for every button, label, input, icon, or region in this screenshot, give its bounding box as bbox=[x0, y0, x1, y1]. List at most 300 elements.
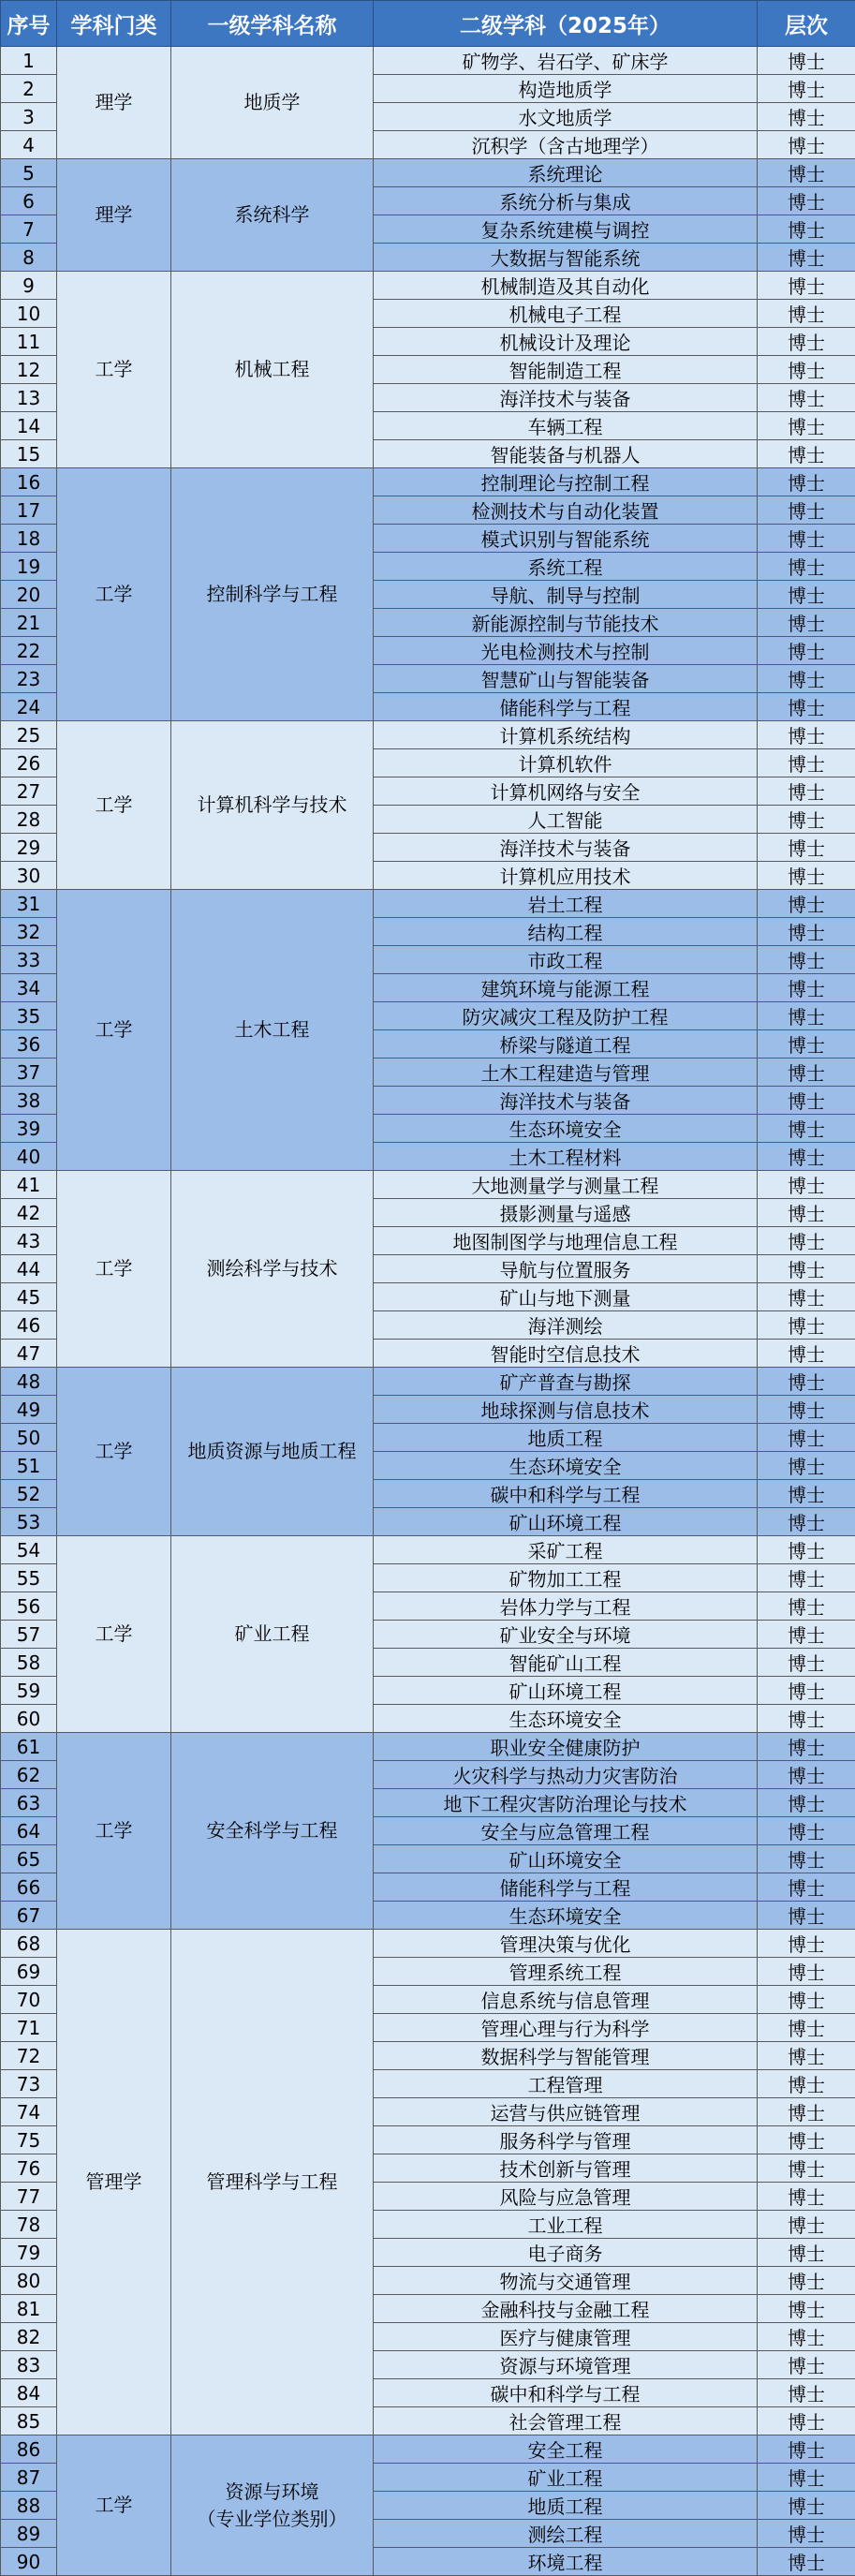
second-level-cell: 矿山与地下测量 bbox=[374, 1283, 758, 1311]
row-index: 28 bbox=[1, 806, 57, 834]
row-index: 18 bbox=[1, 525, 57, 553]
row-index: 48 bbox=[1, 1368, 57, 1396]
second-level-cell: 生态环境安全 bbox=[374, 1902, 758, 1930]
level-cell: 博士 bbox=[758, 1396, 855, 1424]
second-level-cell: 智慧矿山与智能装备 bbox=[374, 665, 758, 693]
row-index: 61 bbox=[1, 1733, 57, 1761]
header-first-level: 一级学科名称 bbox=[171, 1, 374, 47]
row-index: 86 bbox=[1, 2435, 57, 2464]
row-index: 74 bbox=[1, 2098, 57, 2126]
table-row bbox=[1, 1536, 855, 1564]
second-level-cell: 检测技术与自动化装置 bbox=[374, 496, 758, 525]
level-cell: 博士 bbox=[758, 1199, 855, 1227]
category-cell: 工学 bbox=[57, 468, 171, 721]
row-index: 82 bbox=[1, 2323, 57, 2351]
level-cell: 博士 bbox=[758, 2014, 855, 2042]
level-cell: 博士 bbox=[758, 1115, 855, 1143]
row-index: 3 bbox=[1, 103, 57, 131]
second-level-cell: 碳中和科学与工程 bbox=[374, 1480, 758, 1508]
first-level-cell: 安全科学与工程 bbox=[171, 1733, 374, 1930]
level-cell: 博士 bbox=[758, 300, 855, 328]
row-index: 38 bbox=[1, 1087, 57, 1115]
level-cell: 博士 bbox=[758, 2464, 855, 2492]
second-level-cell: 矿物学、岩石学、矿床学 bbox=[374, 47, 758, 75]
second-level-cell: 机械设计及理论 bbox=[374, 328, 758, 356]
second-level-cell: 矿物加工工程 bbox=[374, 1564, 758, 1592]
row-index: 5 bbox=[1, 159, 57, 187]
row-index: 45 bbox=[1, 1283, 57, 1311]
second-level-cell: 智能矿山工程 bbox=[374, 1649, 758, 1677]
level-cell: 博士 bbox=[758, 2520, 855, 2548]
second-level-cell: 管理决策与优化 bbox=[374, 1930, 758, 1958]
second-level-cell: 市政工程 bbox=[374, 946, 758, 974]
row-index: 73 bbox=[1, 2070, 57, 2098]
second-level-cell: 构造地质学 bbox=[374, 75, 758, 103]
level-cell: 博士 bbox=[758, 496, 855, 525]
category-cell: 工学 bbox=[57, 721, 171, 890]
row-index: 54 bbox=[1, 1536, 57, 1564]
second-level-cell: 地质工程 bbox=[374, 2492, 758, 2520]
level-cell: 博士 bbox=[758, 244, 855, 272]
row-index: 2 bbox=[1, 75, 57, 103]
second-level-cell: 金融科技与金融工程 bbox=[374, 2295, 758, 2323]
second-level-cell: 计算机系统结构 bbox=[374, 721, 758, 749]
table-row bbox=[1, 1171, 855, 1199]
row-index: 9 bbox=[1, 272, 57, 300]
level-cell: 博士 bbox=[758, 749, 855, 777]
level-cell: 博士 bbox=[758, 2183, 855, 2211]
second-level-cell: 矿山环境安全 bbox=[374, 1845, 758, 1873]
table-row bbox=[1, 159, 855, 187]
second-level-cell: 矿山环境工程 bbox=[374, 1677, 758, 1705]
table-row bbox=[1, 468, 855, 496]
second-level-cell: 摄影测量与遥感 bbox=[374, 1199, 758, 1227]
second-level-cell: 资源与环境管理 bbox=[374, 2351, 758, 2379]
level-cell: 博士 bbox=[758, 1705, 855, 1733]
level-cell: 博士 bbox=[758, 1930, 855, 1958]
row-index: 70 bbox=[1, 1986, 57, 2014]
row-index: 72 bbox=[1, 2042, 57, 2070]
second-level-cell: 地图制图学与地理信息工程 bbox=[374, 1227, 758, 1255]
row-index: 13 bbox=[1, 384, 57, 412]
second-level-cell: 社会管理工程 bbox=[374, 2407, 758, 2435]
second-level-cell: 新能源控制与节能技术 bbox=[374, 609, 758, 637]
second-level-cell: 水文地质学 bbox=[374, 103, 758, 131]
second-level-cell: 大数据与智能系统 bbox=[374, 244, 758, 272]
level-cell: 博士 bbox=[758, 1508, 855, 1536]
second-level-cell: 智能时空信息技术 bbox=[374, 1340, 758, 1368]
row-index: 88 bbox=[1, 2492, 57, 2520]
level-cell: 博士 bbox=[758, 1311, 855, 1340]
row-index: 81 bbox=[1, 2295, 57, 2323]
row-index: 21 bbox=[1, 609, 57, 637]
row-index: 43 bbox=[1, 1227, 57, 1255]
row-index: 53 bbox=[1, 1508, 57, 1536]
row-index: 15 bbox=[1, 440, 57, 468]
second-level-cell: 系统理论 bbox=[374, 159, 758, 187]
level-cell: 博士 bbox=[758, 187, 855, 215]
level-cell: 博士 bbox=[758, 637, 855, 665]
category-cell: 理学 bbox=[57, 47, 171, 159]
level-cell: 博士 bbox=[758, 2295, 855, 2323]
second-level-cell: 模式识别与智能系统 bbox=[374, 525, 758, 553]
row-index: 51 bbox=[1, 1452, 57, 1480]
second-level-cell: 储能科学与工程 bbox=[374, 693, 758, 721]
category-cell: 理学 bbox=[57, 159, 171, 272]
table-row bbox=[1, 272, 855, 300]
second-level-cell: 防灾减灾工程及防护工程 bbox=[374, 1002, 758, 1030]
level-cell: 博士 bbox=[758, 2042, 855, 2070]
second-level-cell: 计算机软件 bbox=[374, 749, 758, 777]
second-level-cell: 矿业安全与环境 bbox=[374, 1621, 758, 1649]
row-index: 63 bbox=[1, 1789, 57, 1817]
first-level-cell: 计算机科学与技术 bbox=[171, 721, 374, 890]
first-level-cell: 系统科学 bbox=[171, 159, 374, 272]
category-cell: 工学 bbox=[57, 2435, 171, 2576]
level-cell: 博士 bbox=[758, 1227, 855, 1255]
row-index: 50 bbox=[1, 1424, 57, 1452]
second-level-cell: 碳中和科学与工程 bbox=[374, 2379, 758, 2407]
level-cell: 博士 bbox=[758, 2267, 855, 2295]
row-index: 71 bbox=[1, 2014, 57, 2042]
row-index: 89 bbox=[1, 2520, 57, 2548]
level-cell: 博士 bbox=[758, 1002, 855, 1030]
second-level-cell: 沉积学（含古地理学） bbox=[374, 131, 758, 159]
header-category: 学科门类 bbox=[57, 1, 171, 47]
level-cell: 博士 bbox=[758, 1986, 855, 2014]
table-row bbox=[1, 2435, 855, 2464]
row-index: 49 bbox=[1, 1396, 57, 1424]
second-level-cell: 采矿工程 bbox=[374, 1536, 758, 1564]
second-level-cell: 海洋技术与装备 bbox=[374, 834, 758, 862]
table-row bbox=[1, 1368, 855, 1396]
category-cell: 工学 bbox=[57, 890, 171, 1171]
level-cell: 博士 bbox=[758, 918, 855, 946]
second-level-cell: 物流与交通管理 bbox=[374, 2267, 758, 2295]
second-level-cell: 人工智能 bbox=[374, 806, 758, 834]
second-level-cell: 风险与应急管理 bbox=[374, 2183, 758, 2211]
second-level-cell: 服务科学与管理 bbox=[374, 2126, 758, 2154]
row-index: 37 bbox=[1, 1059, 57, 1087]
second-level-cell: 结构工程 bbox=[374, 918, 758, 946]
second-level-cell: 地质工程 bbox=[374, 1424, 758, 1452]
level-cell: 博士 bbox=[758, 581, 855, 609]
level-cell: 博士 bbox=[758, 272, 855, 300]
row-index: 41 bbox=[1, 1171, 57, 1199]
table-body bbox=[1, 47, 855, 2576]
second-level-cell: 控制理论与控制工程 bbox=[374, 468, 758, 496]
second-level-cell: 复杂系统建模与调控 bbox=[374, 215, 758, 244]
second-level-cell: 生态环境安全 bbox=[374, 1705, 758, 1733]
row-index: 52 bbox=[1, 1480, 57, 1508]
row-index: 66 bbox=[1, 1873, 57, 1902]
level-cell: 博士 bbox=[758, 1902, 855, 1930]
row-index: 27 bbox=[1, 777, 57, 806]
second-level-cell: 生态环境安全 bbox=[374, 1115, 758, 1143]
row-index: 16 bbox=[1, 468, 57, 496]
row-index: 47 bbox=[1, 1340, 57, 1368]
second-level-cell: 导航与位置服务 bbox=[374, 1255, 758, 1283]
second-level-cell: 矿产普查与勘探 bbox=[374, 1368, 758, 1396]
row-index: 11 bbox=[1, 328, 57, 356]
level-cell: 博士 bbox=[758, 1480, 855, 1508]
row-index: 30 bbox=[1, 862, 57, 890]
category-cell: 管理学 bbox=[57, 1930, 171, 2435]
row-index: 4 bbox=[1, 131, 57, 159]
second-level-cell: 车辆工程 bbox=[374, 412, 758, 440]
second-level-cell: 运营与供应链管理 bbox=[374, 2098, 758, 2126]
row-index: 40 bbox=[1, 1143, 57, 1171]
level-cell: 博士 bbox=[758, 1536, 855, 1564]
level-cell: 博士 bbox=[758, 1424, 855, 1452]
table-row bbox=[1, 721, 855, 749]
level-cell: 博士 bbox=[758, 1452, 855, 1480]
level-cell: 博士 bbox=[758, 215, 855, 244]
level-cell: 博士 bbox=[758, 1733, 855, 1761]
level-cell: 博士 bbox=[758, 2548, 855, 2576]
row-index: 33 bbox=[1, 946, 57, 974]
row-index: 60 bbox=[1, 1705, 57, 1733]
level-cell: 博士 bbox=[758, 665, 855, 693]
level-cell: 博士 bbox=[758, 2323, 855, 2351]
second-level-cell: 数据科学与智能管理 bbox=[374, 2042, 758, 2070]
level-cell: 博士 bbox=[758, 525, 855, 553]
second-level-cell: 土木工程材料 bbox=[374, 1143, 758, 1171]
row-index: 65 bbox=[1, 1845, 57, 1873]
level-cell: 博士 bbox=[758, 1592, 855, 1621]
first-level-cell: 地质资源与地质工程 bbox=[171, 1368, 374, 1536]
level-cell: 博士 bbox=[758, 553, 855, 581]
level-cell: 博士 bbox=[758, 2379, 855, 2407]
second-level-cell: 桥梁与隧道工程 bbox=[374, 1030, 758, 1059]
row-index: 85 bbox=[1, 2407, 57, 2435]
level-cell: 博士 bbox=[758, 440, 855, 468]
row-index: 24 bbox=[1, 693, 57, 721]
row-index: 31 bbox=[1, 890, 57, 918]
second-level-cell: 土木工程建造与管理 bbox=[374, 1059, 758, 1087]
second-level-cell: 计算机网络与安全 bbox=[374, 777, 758, 806]
level-cell: 博士 bbox=[758, 2492, 855, 2520]
first-level-cell: 管理科学与工程 bbox=[171, 1930, 374, 2435]
level-cell: 博士 bbox=[758, 721, 855, 749]
row-index: 84 bbox=[1, 2379, 57, 2407]
row-index: 75 bbox=[1, 2126, 57, 2154]
row-index: 8 bbox=[1, 244, 57, 272]
first-level-cell: 矿业工程 bbox=[171, 1536, 374, 1733]
row-index: 1 bbox=[1, 47, 57, 75]
row-index: 12 bbox=[1, 356, 57, 384]
row-index: 69 bbox=[1, 1958, 57, 1986]
second-level-cell: 光电检测技术与控制 bbox=[374, 637, 758, 665]
level-cell: 博士 bbox=[758, 777, 855, 806]
second-level-cell: 技术创新与管理 bbox=[374, 2154, 758, 2183]
row-index: 17 bbox=[1, 496, 57, 525]
second-level-cell: 系统工程 bbox=[374, 553, 758, 581]
level-cell: 博士 bbox=[758, 609, 855, 637]
second-level-cell: 系统分析与集成 bbox=[374, 187, 758, 215]
second-level-cell: 储能科学与工程 bbox=[374, 1873, 758, 1902]
row-index: 25 bbox=[1, 721, 57, 749]
level-cell: 博士 bbox=[758, 1873, 855, 1902]
level-cell: 博士 bbox=[758, 1845, 855, 1873]
second-level-cell: 安全与应急管理工程 bbox=[374, 1817, 758, 1845]
second-level-cell: 矿山环境工程 bbox=[374, 1508, 758, 1536]
first-level-cell: 资源与环境 （专业学位类别） bbox=[171, 2435, 374, 2576]
level-cell: 博士 bbox=[758, 2126, 855, 2154]
level-cell: 博士 bbox=[758, 693, 855, 721]
table-row bbox=[1, 890, 855, 918]
category-cell: 工学 bbox=[57, 1733, 171, 1930]
second-level-cell: 机械制造及其自动化 bbox=[374, 272, 758, 300]
row-index: 83 bbox=[1, 2351, 57, 2379]
row-index: 77 bbox=[1, 2183, 57, 2211]
level-cell: 博士 bbox=[758, 328, 855, 356]
second-level-cell: 工业工程 bbox=[374, 2211, 758, 2239]
level-cell: 博士 bbox=[758, 131, 855, 159]
table-row bbox=[1, 1930, 855, 1958]
level-cell: 博士 bbox=[758, 2211, 855, 2239]
level-cell: 博士 bbox=[758, 1340, 855, 1368]
level-cell: 博士 bbox=[758, 890, 855, 918]
row-index: 44 bbox=[1, 1255, 57, 1283]
row-index: 56 bbox=[1, 1592, 57, 1621]
level-cell: 博士 bbox=[758, 1649, 855, 1677]
row-index: 80 bbox=[1, 2267, 57, 2295]
second-level-cell: 火灾科学与热动力灾害防治 bbox=[374, 1761, 758, 1789]
header-level: 层次 bbox=[758, 1, 855, 47]
level-cell: 博士 bbox=[758, 1087, 855, 1115]
level-cell: 博士 bbox=[758, 75, 855, 103]
category-cell: 工学 bbox=[57, 1171, 171, 1368]
second-level-cell: 职业安全健康防护 bbox=[374, 1733, 758, 1761]
row-index: 78 bbox=[1, 2211, 57, 2239]
row-index: 68 bbox=[1, 1930, 57, 1958]
row-index: 34 bbox=[1, 974, 57, 1002]
table-row bbox=[1, 1733, 855, 1761]
level-cell: 博士 bbox=[758, 1564, 855, 1592]
category-cell: 工学 bbox=[57, 1368, 171, 1536]
level-cell: 博士 bbox=[758, 1789, 855, 1817]
row-index: 6 bbox=[1, 187, 57, 215]
row-index: 10 bbox=[1, 300, 57, 328]
second-level-cell: 地下工程灾害防治理论与技术 bbox=[374, 1789, 758, 1817]
level-cell: 博士 bbox=[758, 103, 855, 131]
second-level-cell: 电子商务 bbox=[374, 2239, 758, 2267]
level-cell: 博士 bbox=[758, 2435, 855, 2464]
second-level-cell: 安全工程 bbox=[374, 2435, 758, 2464]
second-level-cell: 建筑环境与能源工程 bbox=[374, 974, 758, 1002]
first-level-cell: 控制科学与工程 bbox=[171, 468, 374, 721]
header-row bbox=[1, 1, 855, 47]
row-index: 59 bbox=[1, 1677, 57, 1705]
level-cell: 博士 bbox=[758, 1059, 855, 1087]
first-level-cell: 测绘科学与技术 bbox=[171, 1171, 374, 1368]
second-level-cell: 岩体力学与工程 bbox=[374, 1592, 758, 1621]
row-index: 57 bbox=[1, 1621, 57, 1649]
row-index: 35 bbox=[1, 1002, 57, 1030]
level-cell: 博士 bbox=[758, 946, 855, 974]
level-cell: 博士 bbox=[758, 356, 855, 384]
level-cell: 博士 bbox=[758, 2239, 855, 2267]
row-index: 32 bbox=[1, 918, 57, 946]
second-level-cell: 工程管理 bbox=[374, 2070, 758, 2098]
second-level-cell: 医疗与健康管理 bbox=[374, 2323, 758, 2351]
level-cell: 博士 bbox=[758, 1283, 855, 1311]
level-cell: 博士 bbox=[758, 974, 855, 1002]
second-level-cell: 大地测量学与测量工程 bbox=[374, 1171, 758, 1199]
second-level-cell: 信息系统与信息管理 bbox=[374, 1986, 758, 2014]
header-second-level: 二级学科（2025年） bbox=[374, 1, 758, 47]
level-cell: 博士 bbox=[758, 1958, 855, 1986]
level-cell: 博士 bbox=[758, 47, 855, 75]
level-cell: 博士 bbox=[758, 384, 855, 412]
first-level-cell: 机械工程 bbox=[171, 272, 374, 468]
row-index: 64 bbox=[1, 1817, 57, 1845]
header-index: 序号 bbox=[1, 1, 57, 47]
second-level-cell: 海洋技术与装备 bbox=[374, 1087, 758, 1115]
second-level-cell: 海洋技术与装备 bbox=[374, 384, 758, 412]
second-level-cell: 矿业工程 bbox=[374, 2464, 758, 2492]
level-cell: 博士 bbox=[758, 2098, 855, 2126]
level-cell: 博士 bbox=[758, 862, 855, 890]
second-level-cell: 岩土工程 bbox=[374, 890, 758, 918]
row-index: 22 bbox=[1, 637, 57, 665]
level-cell: 博士 bbox=[758, 159, 855, 187]
level-cell: 博士 bbox=[758, 412, 855, 440]
second-level-cell: 机械电子工程 bbox=[374, 300, 758, 328]
row-index: 55 bbox=[1, 1564, 57, 1592]
level-cell: 博士 bbox=[758, 1171, 855, 1199]
level-cell: 博士 bbox=[758, 1621, 855, 1649]
level-cell: 博士 bbox=[758, 834, 855, 862]
second-level-cell: 管理系统工程 bbox=[374, 1958, 758, 1986]
level-cell: 博士 bbox=[758, 1368, 855, 1396]
second-level-cell: 导航、制导与控制 bbox=[374, 581, 758, 609]
level-cell: 博士 bbox=[758, 1677, 855, 1705]
row-index: 46 bbox=[1, 1311, 57, 1340]
level-cell: 博士 bbox=[758, 2154, 855, 2183]
second-level-cell: 智能制造工程 bbox=[374, 356, 758, 384]
row-index: 42 bbox=[1, 1199, 57, 1227]
row-index: 36 bbox=[1, 1030, 57, 1059]
level-cell: 博士 bbox=[758, 2407, 855, 2435]
row-index: 26 bbox=[1, 749, 57, 777]
row-index: 20 bbox=[1, 581, 57, 609]
row-index: 87 bbox=[1, 2464, 57, 2492]
second-level-cell: 海洋测绘 bbox=[374, 1311, 758, 1340]
second-level-cell: 环境工程 bbox=[374, 2548, 758, 2576]
row-index: 19 bbox=[1, 553, 57, 581]
first-level-cell: 土木工程 bbox=[171, 890, 374, 1171]
level-cell: 博士 bbox=[758, 806, 855, 834]
second-level-cell: 测绘工程 bbox=[374, 2520, 758, 2548]
second-level-cell: 生态环境安全 bbox=[374, 1452, 758, 1480]
level-cell: 博士 bbox=[758, 1817, 855, 1845]
table-row bbox=[1, 47, 855, 75]
category-cell: 工学 bbox=[57, 272, 171, 468]
level-cell: 博士 bbox=[758, 1030, 855, 1059]
level-cell: 博士 bbox=[758, 1761, 855, 1789]
row-index: 58 bbox=[1, 1649, 57, 1677]
row-index: 23 bbox=[1, 665, 57, 693]
row-index: 90 bbox=[1, 2548, 57, 2576]
second-level-cell: 智能装备与机器人 bbox=[374, 440, 758, 468]
row-index: 67 bbox=[1, 1902, 57, 1930]
second-level-cell: 地球探测与信息技术 bbox=[374, 1396, 758, 1424]
category-cell: 工学 bbox=[57, 1536, 171, 1733]
row-index: 7 bbox=[1, 215, 57, 244]
row-index: 79 bbox=[1, 2239, 57, 2267]
